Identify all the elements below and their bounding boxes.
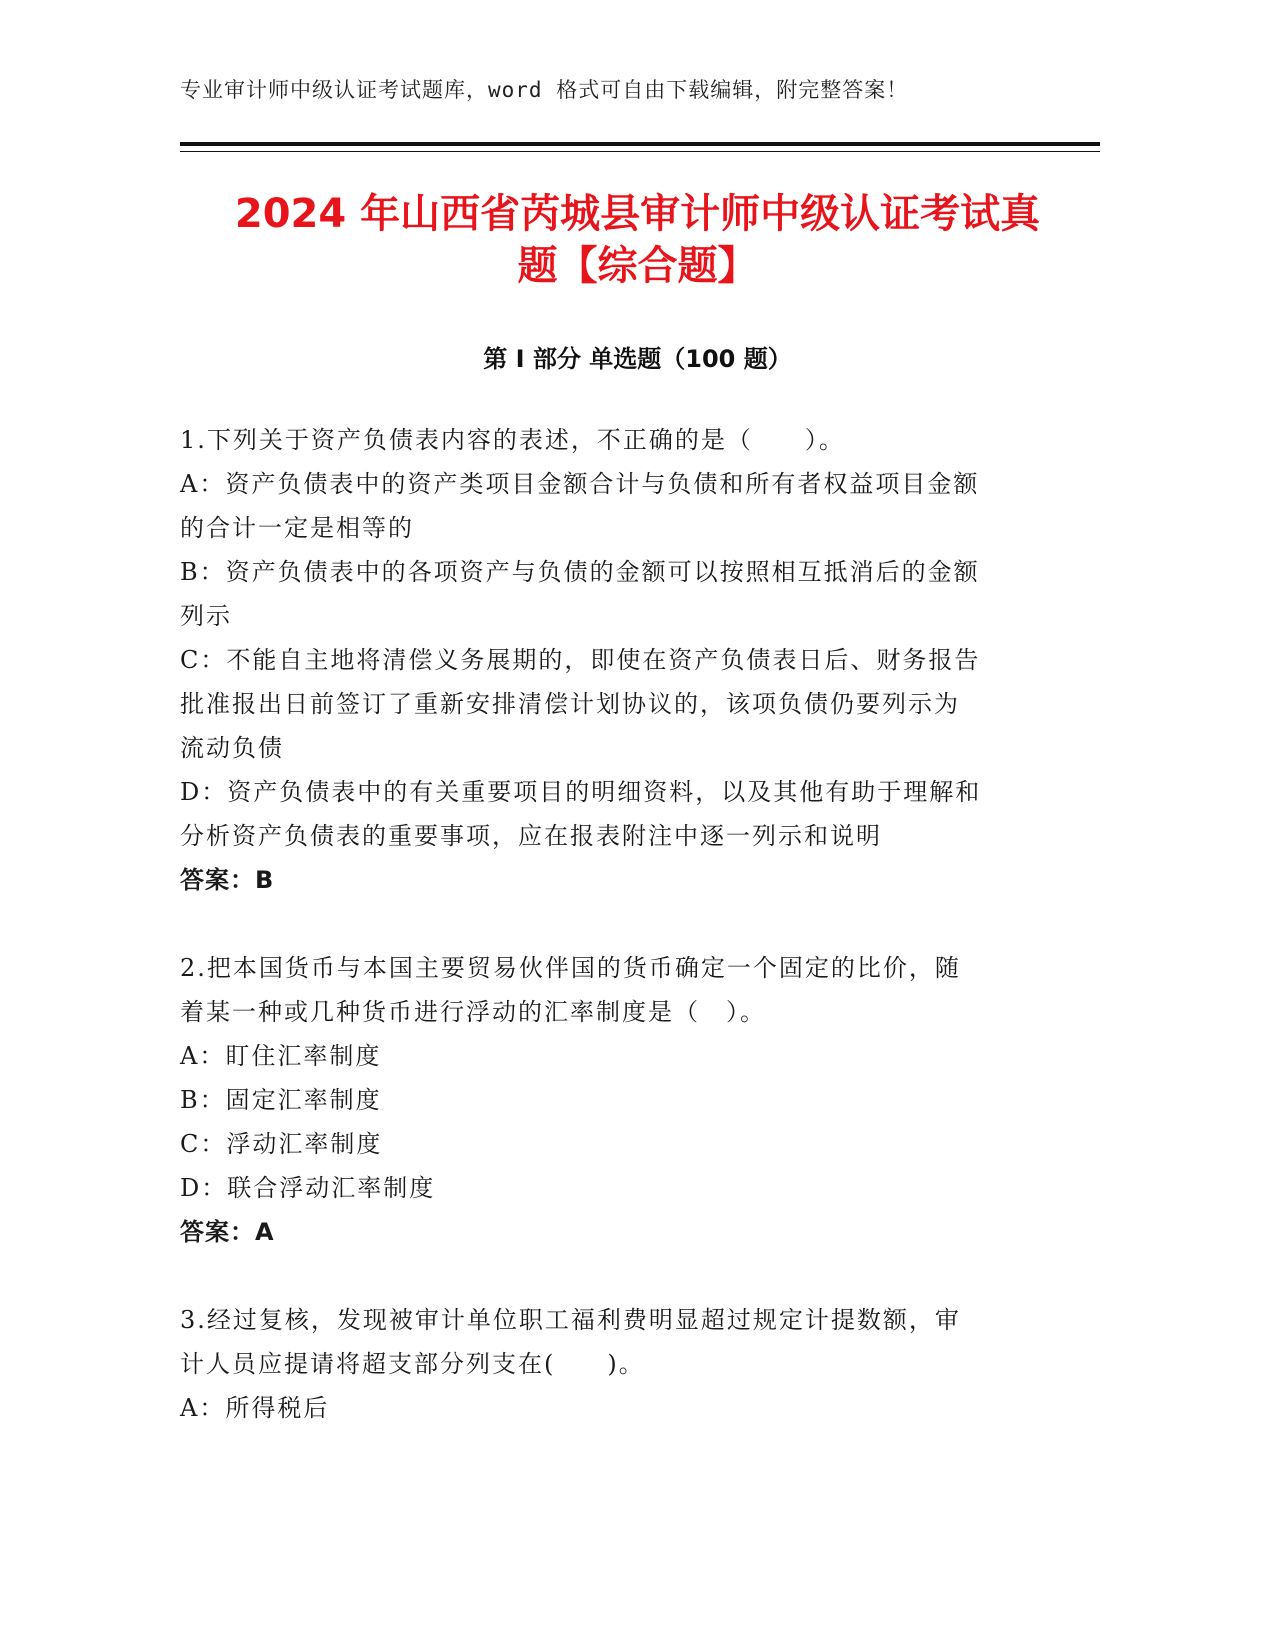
- document-title-line-2: 题【综合题】: [517, 243, 758, 289]
- section-title: 第 I 部分 单选题（100 题）: [483, 345, 792, 373]
- question-1-line: B：资产负债表中的各项资产与负债的金额可以按照相互抵消后的金额: [180, 558, 980, 586]
- question-1-line: 1.下列关于资产负债表内容的表述，不正确的是（ ）。: [180, 426, 845, 454]
- question-1-line: 流动负债: [180, 734, 284, 762]
- page-header-text: 专业审计师中级认证考试题库，word 格式可自由下载编辑，附完整答案！: [180, 78, 909, 102]
- header-rule-thick: [180, 142, 1100, 146]
- question-list: [180, 418, 1040, 1474]
- question-3-line: A：所得税后: [180, 1394, 330, 1422]
- document-title-line-1: 2024 年山西省芮城县审计师中级认证考试真: [234, 191, 1041, 237]
- document-title: [150, 188, 1125, 292]
- question-3-line: 3.经过复核，发现被审计单位职工福利费明显超过规定计提数额，审: [180, 1306, 961, 1334]
- question-2: [180, 946, 1040, 1254]
- question-2-line: 着某一种或几种货币进行浮动的汇率制度是（ ）。: [180, 998, 766, 1026]
- question-1-line: 的合计一定是相等的: [180, 514, 414, 542]
- question-2-line: B：固定汇率制度: [180, 1086, 382, 1114]
- question-2-line: A：盯住汇率制度: [180, 1042, 382, 1070]
- question-1-line: 批准报出日前签订了重新安排清偿计划协议的，该项负债仍要列示为: [180, 690, 960, 718]
- question-2-line: 2.把本国货币与本国主要贸易伙伴国的货币确定一个固定的比价，随: [180, 954, 961, 982]
- question-3-line: 计人员应提请将超支部分列支在( )。: [180, 1350, 645, 1378]
- question-1-line: 列示: [180, 602, 232, 630]
- question-1: [180, 418, 1040, 902]
- question-3: [180, 1298, 1040, 1430]
- header-rule-thin: [180, 151, 1100, 152]
- question-2-line: D：联合浮动汇率制度: [180, 1174, 436, 1202]
- question-1-line: C：不能自主地将清偿义务展期的，即使在资产负债表日后、财务报告: [180, 646, 981, 674]
- question-2-answer: 答案：A: [180, 1218, 275, 1246]
- question-1-line: D：资产负债表中的有关重要项目的明细资料，以及其他有助于理解和: [180, 778, 982, 806]
- question-2-line: C：浮动汇率制度: [180, 1130, 383, 1158]
- question-1-answer: 答案：B: [180, 866, 275, 894]
- question-1-line: A：资产负债表中的资产类项目金额合计与负债和所有者权益项目金额: [180, 470, 980, 498]
- question-1-line: 分析资产负债表的重要事项，应在报表附注中逐一列示和说明: [180, 822, 882, 850]
